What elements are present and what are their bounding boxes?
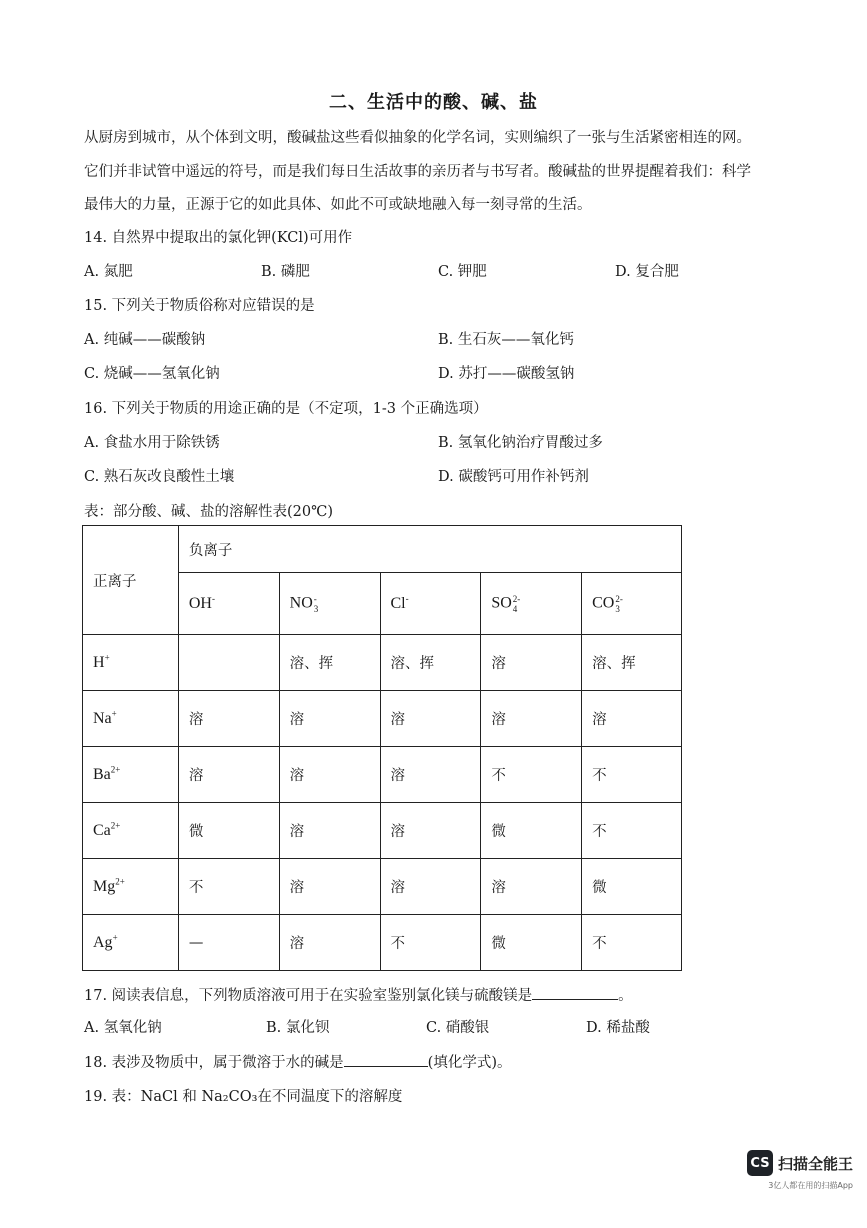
solubility-table bbox=[82, 525, 682, 971]
q17-option-c: C. 硝酸银 bbox=[426, 1020, 490, 1036]
solubility-cell: — bbox=[178, 915, 279, 971]
cation-cell bbox=[83, 635, 179, 691]
solubility-cell: 溶 bbox=[279, 747, 380, 803]
ion-symbol: Na bbox=[93, 709, 112, 727]
solubility-cell: 微 bbox=[178, 803, 279, 859]
q16-option-a: A. 食盐水用于除铁锈 bbox=[84, 435, 220, 451]
solubility-cell: 溶 bbox=[279, 691, 380, 747]
table-row bbox=[83, 915, 682, 971]
table-row bbox=[83, 691, 682, 747]
intro-paragraph bbox=[84, 122, 804, 223]
anion-cell bbox=[279, 573, 380, 635]
ion-subscript: 3 bbox=[615, 603, 620, 614]
ion-charge: 2- bbox=[615, 593, 623, 604]
ion-symbol: NO bbox=[289, 594, 313, 612]
solubility-cell: 溶 bbox=[380, 803, 481, 859]
q16-option-c: C. 熟石灰改良酸性土壤 bbox=[84, 469, 235, 485]
q15-option-a: A. 纯碱——碳酸钠 bbox=[84, 332, 206, 348]
ion-charge: + bbox=[112, 932, 118, 943]
anion-cell bbox=[178, 573, 279, 635]
intro-line: 它们并非试管中遥远的符号，而是我们每日生活故事的亲历者与书写者。酸碱盐的世界提醒着我们：科学 bbox=[84, 163, 751, 180]
cation-cell bbox=[83, 691, 179, 747]
q15-option-b: B. 生石灰——氧化钙 bbox=[438, 332, 574, 348]
q17-stem-end: 。 bbox=[618, 988, 633, 1004]
ion-symbol: Ag bbox=[93, 933, 113, 951]
solubility-cell: 溶、挥 bbox=[380, 635, 481, 691]
ion-charge: - bbox=[405, 593, 409, 604]
q17-option-a: A. 氢氧化钠 bbox=[84, 1020, 162, 1036]
solubility-cell: 溶、挥 bbox=[279, 635, 380, 691]
anion-cell bbox=[380, 573, 481, 635]
cation-cell bbox=[83, 747, 179, 803]
solubility-cell bbox=[178, 635, 279, 691]
cation-cell bbox=[83, 803, 179, 859]
solubility-cell: 溶 bbox=[380, 859, 481, 915]
solubility-cell: 溶 bbox=[279, 803, 380, 859]
intro-line: 最伟大的力量，正源于它的如此具体、如此不可或缺地融入每一刻寻常的生活。 bbox=[84, 197, 592, 213]
solubility-cell: 溶、挥 bbox=[582, 635, 682, 691]
ion-subscript: 4 bbox=[512, 603, 518, 614]
ion-symbol: Cl bbox=[390, 594, 406, 612]
ion-symbol: CO bbox=[592, 594, 615, 612]
ion-charge-index bbox=[615, 594, 623, 614]
solubility-cell: 溶 bbox=[380, 691, 481, 747]
q18-stem-text: 18. 表涉及物质中，属于微溶于水的碱是 bbox=[84, 1055, 344, 1071]
solubility-cell: 微 bbox=[582, 859, 682, 915]
answer-blank bbox=[344, 1052, 428, 1067]
anion-header: 负离子 bbox=[178, 526, 681, 573]
question-18-stem bbox=[84, 1051, 512, 1072]
answer-blank bbox=[532, 985, 618, 1000]
solubility-cell: 溶 bbox=[279, 859, 380, 915]
solubility-cell: 不 bbox=[582, 747, 682, 803]
solubility-cell: 溶 bbox=[279, 915, 380, 971]
ion-charge: - bbox=[211, 593, 215, 604]
solubility-cell: 溶 bbox=[178, 691, 279, 747]
cation-cell bbox=[83, 859, 179, 915]
question-19-stem: 19. 表：NaCl 和 Na₂CO₃在不同温度下的溶解度 bbox=[84, 1089, 403, 1105]
question-17-stem bbox=[84, 984, 633, 1005]
ion-symbol: SO bbox=[491, 594, 512, 612]
watermark-tagline: 3亿人都在用的扫描App bbox=[768, 1181, 853, 1190]
q18-stem-end: (填化学式)。 bbox=[427, 1055, 512, 1071]
ion-symbol: Ca bbox=[93, 821, 111, 839]
solubility-cell: 溶 bbox=[481, 859, 582, 915]
solubility-cell: 溶 bbox=[582, 691, 682, 747]
table-caption: 表：部分酸、碱、盐的溶解性表(20℃) bbox=[84, 504, 333, 520]
ion-subscript: 3 bbox=[313, 603, 319, 614]
q17-option-d: D. 稀盐酸 bbox=[586, 1020, 650, 1036]
watermark-brand: 扫描全能王 bbox=[777, 1154, 853, 1173]
solubility-cell: 微 bbox=[481, 915, 582, 971]
q14-option-c: C. 钾肥 bbox=[438, 264, 487, 280]
question-16-stem: 16. 下列关于物质的用途正确的是（不定项，1-3 个正确选项） bbox=[84, 401, 488, 417]
anion-cell bbox=[481, 573, 582, 635]
ion-charge: 2+ bbox=[115, 876, 125, 887]
section-title: 二、生活中的酸、碱、盐 bbox=[329, 92, 538, 113]
camscanner-logo-icon: CS bbox=[747, 1150, 773, 1176]
solubility-cell: 不 bbox=[178, 859, 279, 915]
ion-symbol: Ba bbox=[93, 765, 111, 783]
table-row bbox=[83, 635, 682, 691]
table-row bbox=[83, 747, 682, 803]
ion-charge: + bbox=[111, 708, 117, 719]
q17-stem-text: 17. 阅读表信息，下列物质溶液可用于在实验室鉴别氯化镁与硫酸镁是 bbox=[84, 988, 533, 1004]
q14-option-b: B. 磷肥 bbox=[261, 264, 310, 280]
question-14-stem: 14. 自然界中提取出的氯化钾(KCl)可用作 bbox=[84, 230, 353, 246]
q17-option-b: B. 氯化钡 bbox=[266, 1020, 330, 1036]
ion-charge: 2+ bbox=[110, 820, 121, 831]
solubility-cell: 不 bbox=[481, 747, 582, 803]
ion-symbol: OH bbox=[188, 594, 212, 612]
q14-option-a: A. 氮肥 bbox=[84, 264, 133, 280]
table-row bbox=[83, 859, 682, 915]
cation-header: 正离子 bbox=[83, 526, 179, 635]
q15-option-d: D. 苏打——碳酸氢钠 bbox=[438, 366, 575, 382]
q15-option-c: C. 烧碱——氢氧化钠 bbox=[84, 366, 220, 382]
solubility-cell: 不 bbox=[380, 915, 481, 971]
cation-cell bbox=[83, 915, 179, 971]
ion-charge: 2- bbox=[512, 593, 521, 604]
question-15-stem: 15. 下列关于物质俗称对应错误的是 bbox=[84, 298, 315, 314]
ion-charge: 2+ bbox=[110, 764, 121, 775]
table-row bbox=[83, 803, 682, 859]
ion-symbol: H bbox=[93, 653, 105, 671]
ion-charge: - bbox=[313, 593, 317, 604]
intro-line: 从厨房到城市，从个体到文明，酸碱盐这些看似抽象的化学名词，实则编织了一张与生活紧密相连的网。 bbox=[84, 130, 751, 146]
solubility-cell: 不 bbox=[582, 915, 682, 971]
solubility-cell: 不 bbox=[582, 803, 682, 859]
anion-cell bbox=[582, 573, 682, 635]
table-body bbox=[83, 635, 682, 971]
ion-charge-index bbox=[513, 594, 521, 614]
solubility-cell: 微 bbox=[481, 803, 582, 859]
ion-symbol: Mg bbox=[93, 877, 116, 895]
solubility-cell: 溶 bbox=[178, 747, 279, 803]
q16-option-b: B. 氢氧化钠治疗胃酸过多 bbox=[438, 435, 603, 451]
ion-charge: + bbox=[104, 652, 110, 663]
solubility-cell: 溶 bbox=[481, 635, 582, 691]
q14-option-d: D. 复合肥 bbox=[615, 264, 679, 280]
q16-option-d: D. 碳酸钙可用作补钙剂 bbox=[438, 469, 589, 485]
ion-charge-index bbox=[314, 594, 319, 614]
solubility-cell: 溶 bbox=[380, 747, 481, 803]
solubility-cell: 溶 bbox=[481, 691, 582, 747]
camscanner-watermark bbox=[747, 1150, 853, 1176]
